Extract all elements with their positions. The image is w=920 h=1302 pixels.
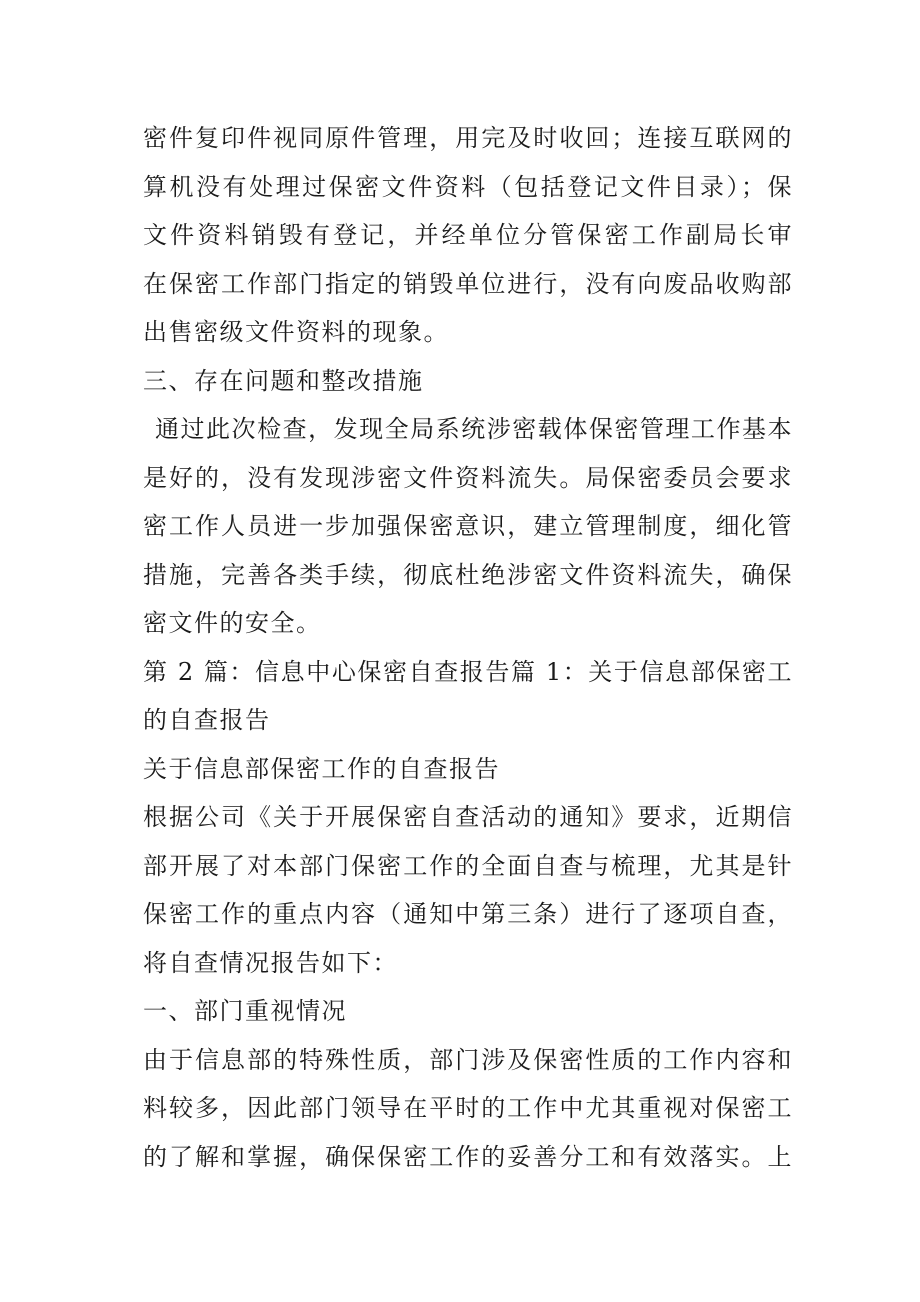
text-line: 将自查情况报告如下： <box>143 948 398 977</box>
text-line: 出售密级文件资料的现象。 <box>143 318 449 346</box>
text-line: 是好的，没有发现涉密文件资料流失。局保密委员会要求 <box>143 463 793 492</box>
document-body <box>143 114 793 1181</box>
chapter-heading: 第 2 篇：信息中心保密自查报告篇 1：关于信息部保密工 <box>143 657 793 686</box>
text-line: 文件资料销毁有登记，并经单位分管保密工作副局长审 <box>143 221 793 249</box>
text-line: 料较多，因此部门领导在平时的工作中尤其重视对保密工 <box>143 1094 793 1122</box>
text-line: 在保密工作部门指定的销毁单位进行，没有向废品收购部 <box>143 269 793 298</box>
text-line: 部开展了对本部门保密工作的全面自查与梳理，尤其是针 <box>143 851 793 880</box>
text-line: 根据公司《关于开展保密自查活动的通知》要求，近期信 <box>143 803 793 831</box>
report-title: 关于信息部保密工作的自查报告 <box>143 754 500 783</box>
text-line: 的了解和掌握，确保保密工作的妥善分工和有效落实。上 <box>143 1142 793 1171</box>
text-line: 保密工作的重点内容（通知中第三条）进行了逐项自查， <box>143 900 793 928</box>
section-heading: 三、存在问题和整改措施 <box>143 366 424 395</box>
text-line: 密文件的安全。 <box>143 609 322 637</box>
text-line: 密件复印件视同原件管理，用完及时收回；连接互联网的 <box>143 124 793 152</box>
text-line: 密工作人员进一步加强保密意识，建立管理制度，细化管 <box>143 512 793 540</box>
text-line: 措施，完善各类手续，彻底杜绝涉密文件资料流失，确保 <box>143 560 793 589</box>
text-line: 由于信息部的特殊性质，部门涉及保密性质的工作内容和 <box>143 1045 793 1074</box>
text-line: 通过此次检查，发现全局系统涉密载体保密管理工作基本 <box>155 415 793 443</box>
section-heading: 一、部门重视情况 <box>143 997 347 1025</box>
chapter-heading: 的自查报告 <box>143 706 271 734</box>
text-line: 算机没有处理过保密文件资料（包括登记文件目录）；保 <box>143 172 793 201</box>
